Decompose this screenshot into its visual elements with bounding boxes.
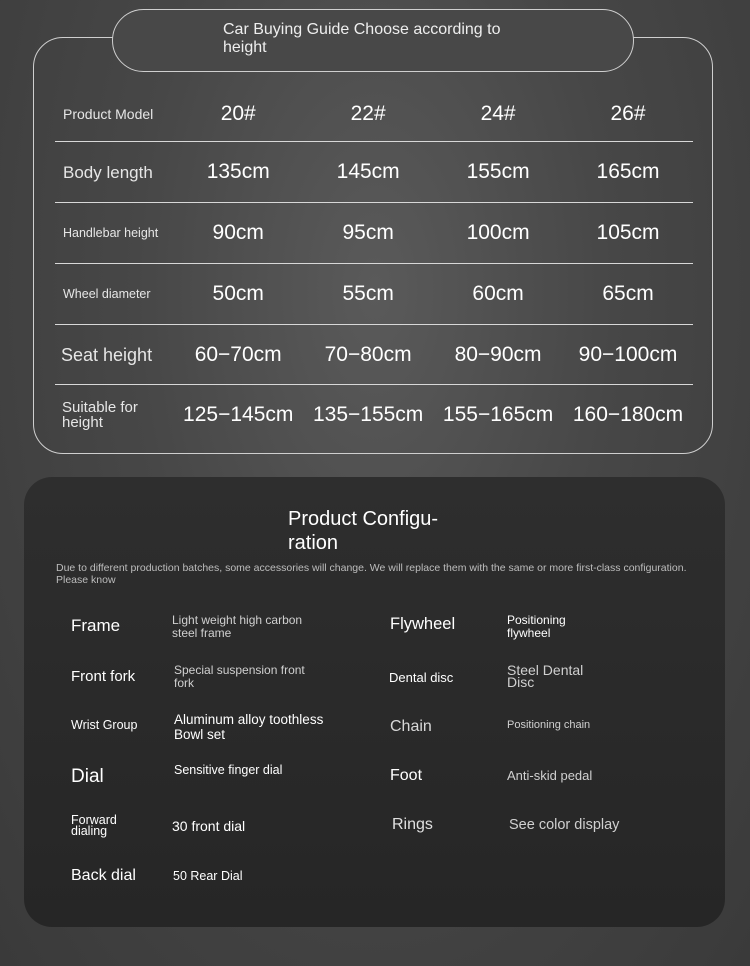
- table-cell: 160−180cm: [572, 403, 684, 426]
- table-cell: 125−145cm: [183, 403, 294, 426]
- table-cell: 60−70cm: [194, 343, 282, 366]
- config-value: Sensitive finger dial: [174, 763, 283, 777]
- table-row: [55, 324, 693, 385]
- table-cell: 135cm: [206, 160, 270, 183]
- row-label: Handlebar height: [63, 225, 159, 240]
- config-key: Wrist Group: [71, 718, 138, 732]
- table-cell: 105cm: [596, 221, 660, 244]
- table-cell: 22#: [350, 102, 386, 125]
- table-cell: 20#: [220, 102, 256, 125]
- config-key: Chain: [390, 718, 432, 735]
- row-label: Seat height: [61, 344, 153, 365]
- table-cell: 80−90cm: [454, 343, 542, 366]
- config-key: Dial: [71, 766, 104, 787]
- config-key: Frame: [71, 616, 121, 635]
- table-row: [55, 202, 693, 263]
- table-cell: 55cm: [342, 282, 394, 305]
- table-cell: 90cm: [212, 221, 264, 244]
- table-cell: 65cm: [602, 282, 654, 305]
- table-cell: 155−165cm: [442, 403, 554, 426]
- config-key: Dental disc: [389, 670, 454, 685]
- table-cell: 90−100cm: [578, 343, 678, 366]
- config-value: See color display: [509, 817, 620, 833]
- table-row: [55, 141, 693, 202]
- config-key: Flywheel: [390, 615, 456, 633]
- row-label: Body length: [63, 162, 153, 182]
- row-label: Suitable for height: [62, 399, 138, 431]
- table-row: [55, 263, 693, 324]
- config-value: Steel Dental Disc: [507, 662, 584, 690]
- config-key: Foot: [390, 767, 423, 784]
- config-key: Rings: [392, 816, 433, 833]
- guide-title-pill: [112, 9, 634, 72]
- row-label: Product Model: [63, 105, 154, 122]
- row-label: Wheel diameter: [63, 286, 151, 301]
- config-value: Light weight high carbon steel frame: [172, 613, 303, 640]
- table-cell: 50cm: [212, 282, 264, 305]
- config-title: Product Configu-ration: [288, 508, 439, 554]
- config-value: 30 front dial: [172, 818, 246, 834]
- config-key: Front fork: [71, 668, 136, 685]
- table-cell: 165cm: [596, 160, 660, 183]
- config-note: Due to different production batches, some accessories will change. We will replace them with the same or more first-class configuration. Please know: [56, 562, 687, 586]
- config-value: Positioning flywheel: [507, 613, 566, 640]
- table-cell: 155cm: [466, 160, 530, 183]
- config-value: Positioning chain: [507, 719, 591, 731]
- table-cell: 60cm: [472, 282, 524, 305]
- table-cell: 135−155cm: [312, 403, 424, 426]
- table-row: [55, 384, 693, 445]
- config-key: Back dial: [71, 867, 136, 884]
- guide-title: Car Buying Guide Choose according to height: [223, 21, 501, 56]
- table-cell: 26#: [610, 102, 646, 125]
- table-cell: 24#: [480, 102, 516, 125]
- config-value: Special suspension front fork: [174, 663, 305, 690]
- config-value: Aluminum alloy toothless Bowl set: [174, 712, 324, 742]
- table-cell: 95cm: [342, 221, 394, 244]
- table-cell: 145cm: [336, 160, 400, 183]
- config-value: 50 Rear Dial: [173, 869, 243, 883]
- table-row: [55, 84, 693, 144]
- table-cell: 100cm: [466, 221, 530, 244]
- table-cell: 70−80cm: [324, 343, 412, 366]
- config-key: Forward dialing: [71, 813, 117, 838]
- config-value: Anti-skid pedal: [507, 768, 593, 783]
